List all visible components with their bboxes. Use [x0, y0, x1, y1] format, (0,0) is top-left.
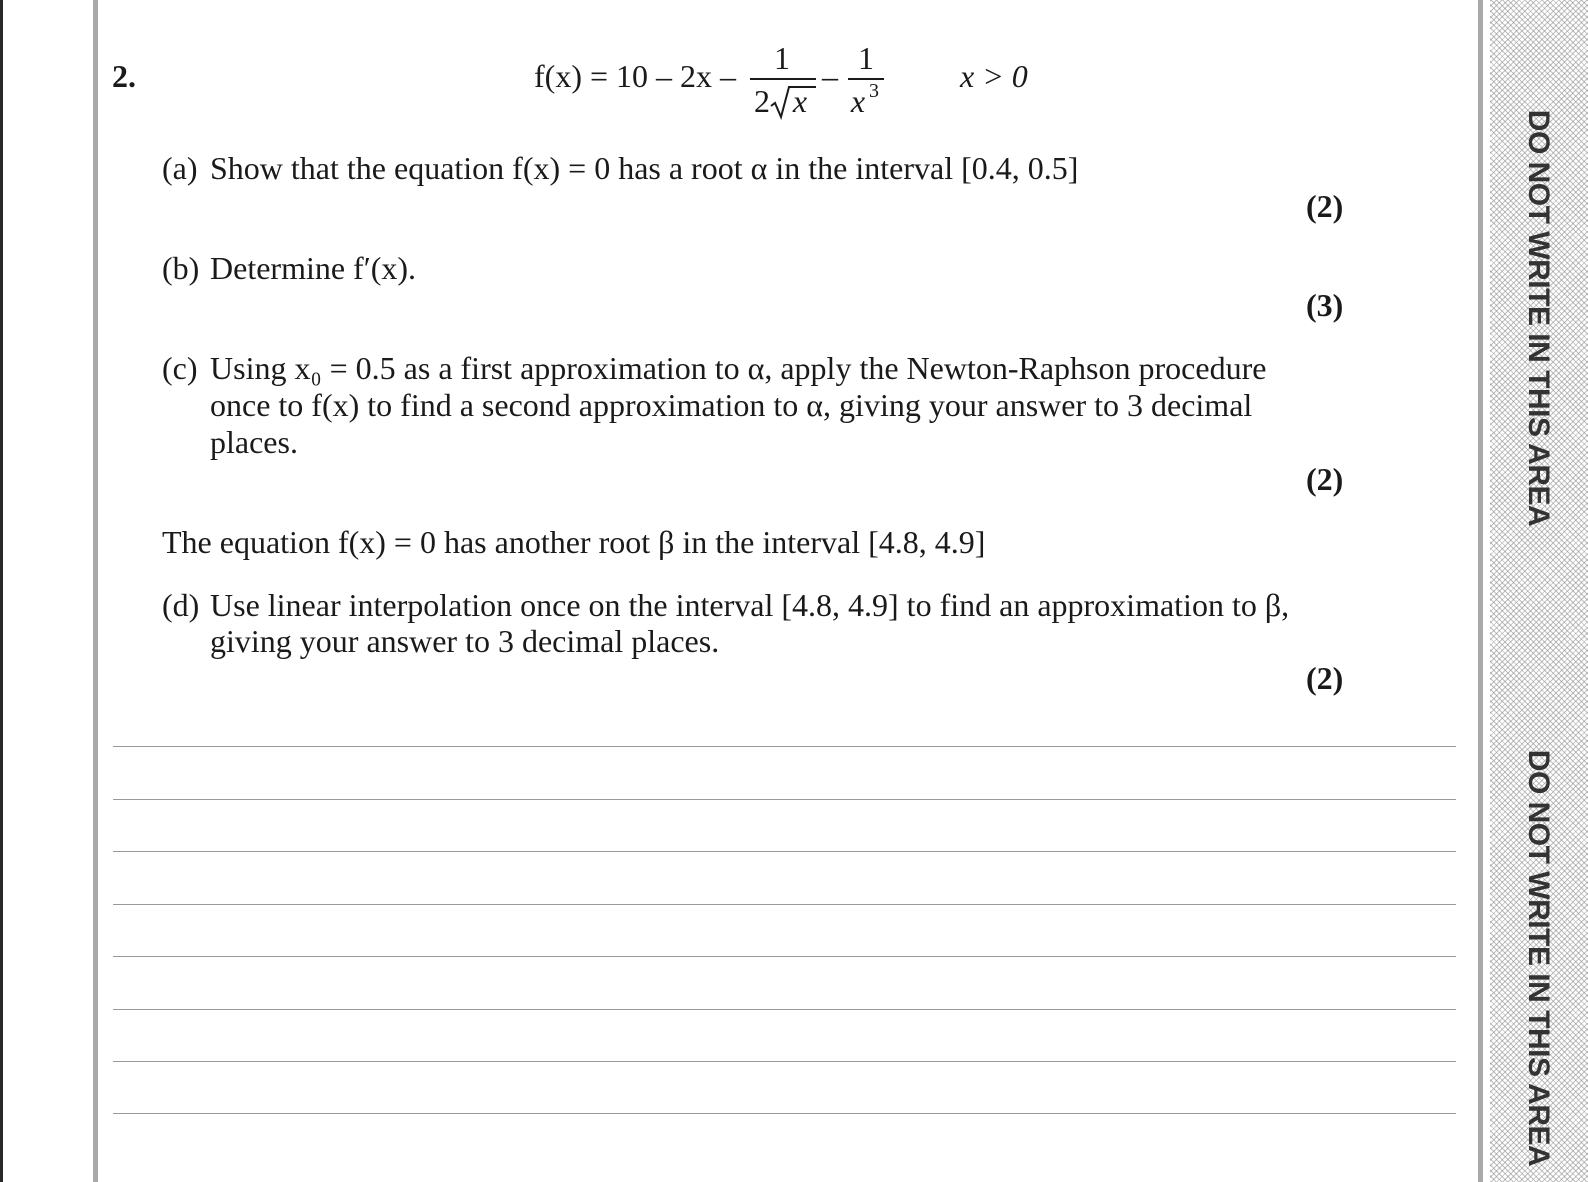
- answer-line[interactable]: [113, 1113, 1456, 1114]
- term1-denominator-var: x: [792, 83, 808, 119]
- term1-denominator-coef: 2: [754, 83, 770, 119]
- part-c-line-1: Using x₀ = 0.5 as a first approximation to α, apply the Newton-Raphson procedure: [210, 350, 1267, 386]
- root-beta-statement: The equation f(x) = 0 has another root β in the interval [4.8, 4.9]: [162, 524, 986, 560]
- minus-sign: –: [822, 58, 838, 94]
- part-d-line-1: Use linear interpolation once on the interval [4.8, 4.9] to find an approximation to β,: [210, 587, 1290, 623]
- part-c-label: (c): [162, 350, 198, 386]
- part-c-line-3: places.: [210, 424, 298, 460]
- answer-line[interactable]: [113, 956, 1456, 957]
- domain-condition: x > 0: [960, 58, 1028, 94]
- part-d-marks: (2): [1306, 660, 1344, 696]
- question-number: 2.: [112, 58, 136, 94]
- part-a-label: (a): [162, 150, 198, 186]
- part-c-marks: (2): [1306, 461, 1344, 497]
- part-b-label: (b): [162, 250, 200, 286]
- answer-line[interactable]: [113, 851, 1456, 852]
- part-d-line-2: giving your answer to 3 decimal places.: [210, 623, 720, 659]
- part-b-marks: (3): [1306, 287, 1344, 323]
- answer-line[interactable]: [113, 1061, 1456, 1062]
- margin-warning-top: DO NOT WRITE IN THIS AREA: [1522, 109, 1555, 527]
- right-margin-rule: [1478, 0, 1483, 1182]
- left-margin-rule: [93, 0, 98, 1182]
- function-lhs: f(x) = 10 – 2x –: [534, 58, 737, 94]
- term1-numerator: 1: [774, 40, 790, 76]
- part-d-label: (d): [162, 587, 200, 623]
- term1-fraction-bar: [750, 78, 816, 80]
- term2-denominator: x: [850, 83, 866, 119]
- part-c-line-2: once to f(x) to find a second approximation to α, giving your answer to 3 decimal: [210, 387, 1253, 423]
- answer-line[interactable]: [113, 746, 1456, 747]
- part-a-text: Show that the equation f(x) = 0 has a root α in the interval [0.4, 0.5]: [210, 150, 1079, 186]
- answer-line[interactable]: [113, 1009, 1456, 1010]
- page-left-border: [0, 0, 3, 1182]
- term2-exponent: 3: [869, 80, 879, 102]
- part-b-text: Determine f′(x).: [210, 250, 417, 286]
- term2-numerator: 1: [858, 40, 874, 76]
- answer-line[interactable]: [113, 904, 1456, 905]
- part-a-marks: (2): [1306, 188, 1344, 224]
- margin-warning-bottom: DO NOT WRITE IN THIS AREA: [1522, 749, 1555, 1167]
- answer-line[interactable]: [113, 799, 1456, 800]
